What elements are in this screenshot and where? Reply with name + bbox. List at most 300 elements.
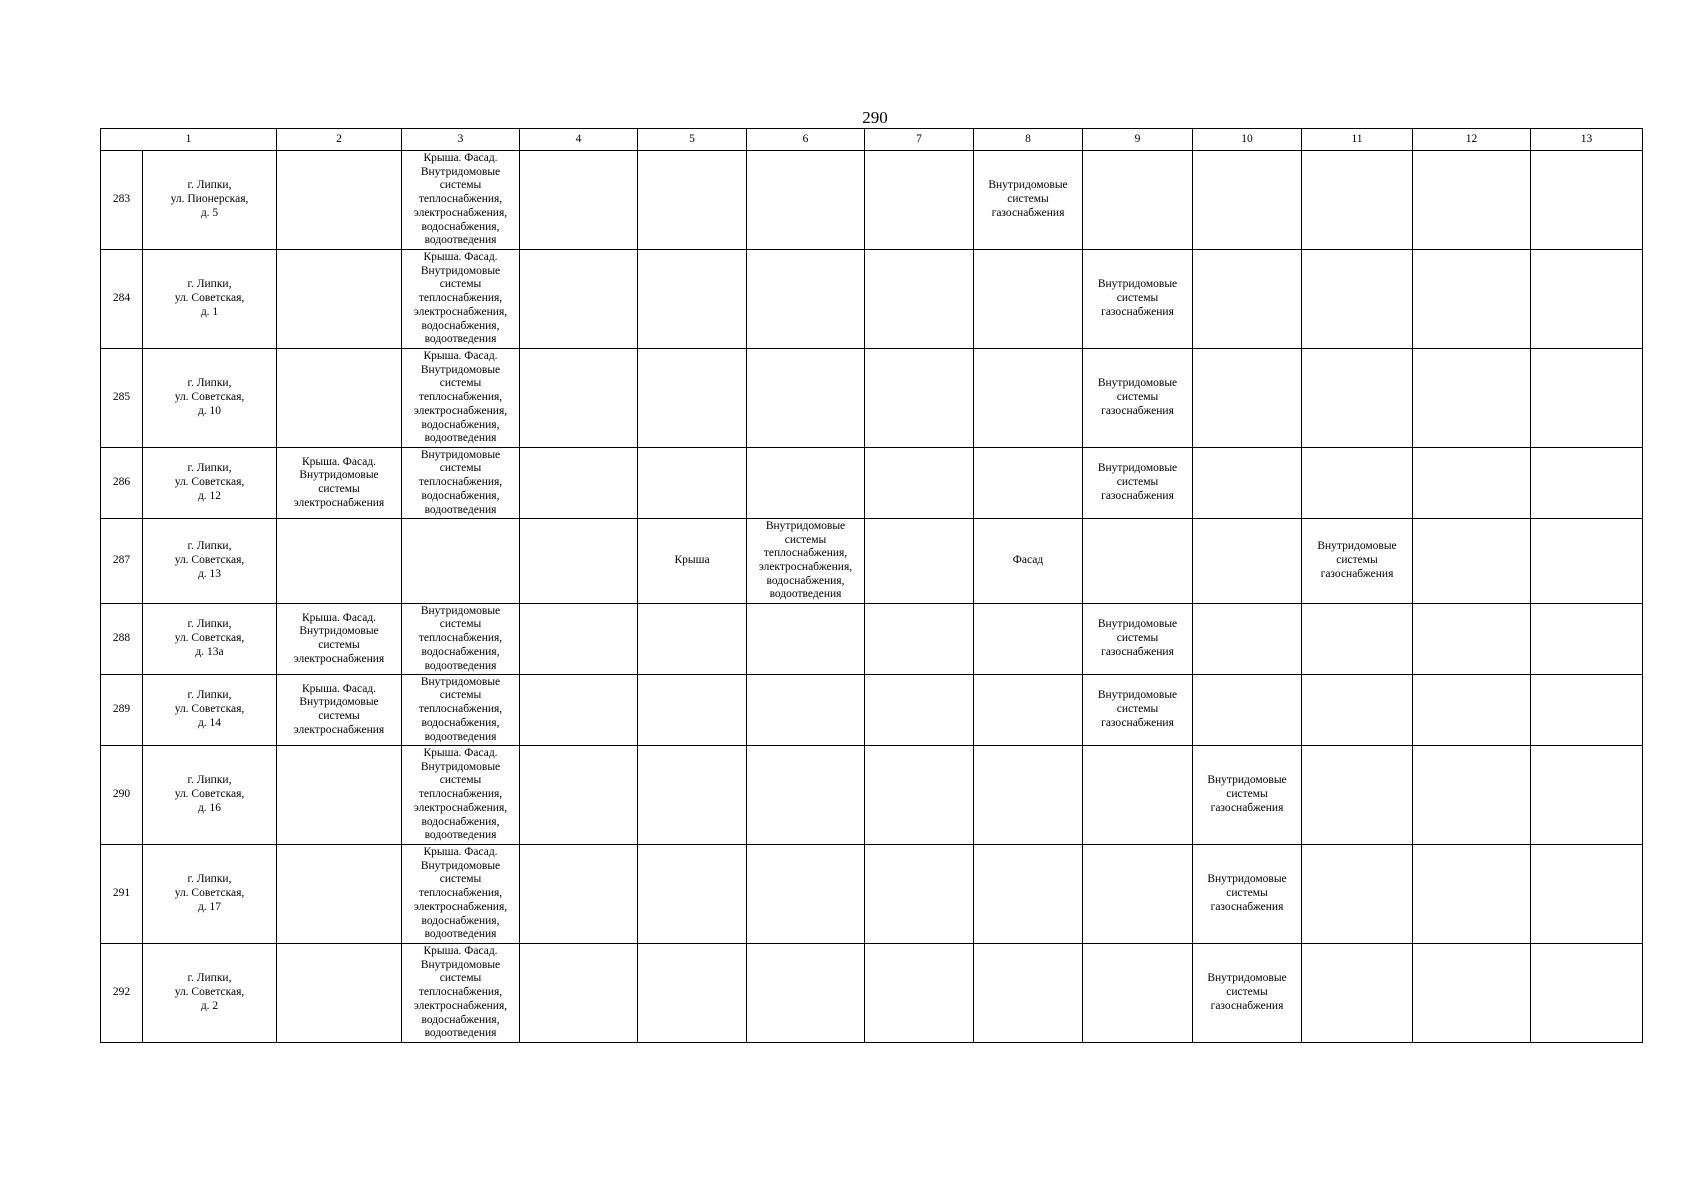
column-header-11: 11 [1302, 129, 1413, 151]
address-cell [143, 349, 277, 448]
work-cell-col-10 [1193, 944, 1302, 1043]
work-cell-col-7 [865, 448, 974, 519]
work-cell-col-13 [1531, 604, 1643, 675]
work-cell-col-12 [1413, 944, 1531, 1043]
address-line: г. Липки, [187, 377, 232, 390]
row-number: 290 [101, 746, 143, 845]
work-cell-col-4 [520, 746, 638, 845]
work-text-line: водоснабжения, [421, 319, 500, 332]
work-text-line: водоотведения [424, 1027, 497, 1040]
work-cell-col-9 [1083, 448, 1193, 519]
work-cell-col-11 [1302, 349, 1413, 448]
repair-schedule-table [100, 128, 1643, 1043]
work-cell-col-2 [277, 448, 402, 519]
work-cell-col-11 [1302, 151, 1413, 250]
address-line: ул. Советская, [174, 554, 245, 567]
work-cell-col-2 [277, 604, 402, 675]
address-cell [143, 448, 277, 519]
work-text-line: Внутридомовые [420, 675, 501, 688]
work-cell-col-13 [1531, 151, 1643, 250]
work-cell-col-9 [1083, 944, 1193, 1043]
work-text-line: системы [439, 278, 482, 291]
work-text-line: водоотведения [424, 730, 497, 743]
work-cell-col-9 [1083, 604, 1193, 675]
work-text-line: электроснабжения [293, 723, 385, 736]
work-text-line: системы [1226, 887, 1268, 900]
work-cell-col-6 [747, 448, 865, 519]
address-line: ул. Советская, [174, 986, 245, 999]
work-cell-col-2 [277, 151, 402, 250]
address-line: д. 13 [197, 567, 222, 580]
work-cell-col-13 [1531, 746, 1643, 845]
work-text-line: Внутридомовые [1207, 774, 1287, 787]
work-text-line: водоотведения [424, 659, 497, 672]
work-cell-col-4 [520, 151, 638, 250]
work-text-line: электроснабжения, [413, 305, 508, 318]
work-text-line: водоотведения [424, 503, 497, 516]
address-line: ул. Советская, [174, 391, 245, 404]
work-cell-col-12 [1413, 349, 1531, 448]
work-cell-col-10 [1193, 349, 1302, 448]
work-text-line: Внутридомовые [299, 696, 379, 709]
work-text-line: Внутридомовые [420, 448, 501, 461]
work-text-line: теплоснабжения, [418, 391, 503, 404]
work-text-line: системы [439, 179, 482, 192]
work-text-line: электроснабжения, [413, 404, 508, 417]
row-number: 291 [101, 845, 143, 944]
work-text-line: системы [1116, 703, 1159, 716]
work-cell-col-4 [520, 349, 638, 448]
work-text-line: водоотведения [769, 588, 842, 601]
work-cell-col-13 [1531, 448, 1643, 519]
work-cell-col-5 [638, 845, 747, 944]
work-text-line: системы [439, 873, 482, 886]
work-text-line: системы [439, 377, 482, 390]
work-text-line: электроснабжения, [413, 206, 508, 219]
work-text-line: Внутридомовые [1207, 972, 1287, 985]
work-cell-col-9 [1083, 250, 1193, 349]
work-text-line: Внутридомовые [1207, 873, 1287, 886]
work-cell-col-10 [1193, 845, 1302, 944]
address-cell [143, 519, 277, 604]
work-text-line: Крыша. Фасад. [423, 747, 498, 760]
work-text-line: водоотведения [424, 234, 497, 247]
address-line: д. 16 [197, 801, 222, 814]
work-cell-col-6 [747, 944, 865, 1043]
work-text-line: системы [439, 618, 482, 631]
work-cell-col-11 [1302, 944, 1413, 1043]
work-cell-col-4 [520, 675, 638, 746]
work-cell-col-3 [402, 845, 520, 944]
column-header-4: 4 [520, 129, 638, 151]
table-row [101, 675, 1643, 746]
table-row [101, 151, 1643, 250]
work-cell-col-2 [277, 519, 402, 604]
work-cell-col-9 [1083, 746, 1193, 845]
work-cell-col-4 [520, 845, 638, 944]
table-row [101, 746, 1643, 845]
address-line: г. Липки, [187, 278, 232, 291]
work-text-line: электроснабжения, [758, 561, 853, 573]
address-cell [143, 250, 277, 349]
work-text-line: Внутридомовые [1317, 540, 1397, 553]
address-line: д. 17 [197, 900, 222, 913]
work-cell-col-13 [1531, 845, 1643, 944]
work-text-line: Внутридомовые [1097, 618, 1178, 631]
column-header-9: 9 [1083, 129, 1193, 151]
address-line: д. 13а [195, 645, 224, 658]
work-text-line: Крыша. Фасад. [423, 152, 498, 165]
table-row [101, 604, 1643, 675]
work-text-line: системы [439, 689, 482, 702]
work-text-line: электроснабжения, [413, 999, 508, 1012]
work-cell-col-8 [974, 944, 1083, 1043]
work-cell-col-3 [402, 519, 520, 604]
work-text-line: Внутридомовые [420, 264, 501, 277]
work-text-line: теплоснабжения, [418, 986, 503, 999]
work-cell-col-13 [1531, 944, 1643, 1043]
work-text-line: системы [439, 972, 482, 985]
column-header-8: 8 [974, 129, 1083, 151]
work-cell-col-3 [402, 151, 520, 250]
work-cell-col-4 [520, 604, 638, 675]
work-cell-col-7 [865, 250, 974, 349]
address-line: г. Липки, [187, 689, 232, 702]
work-cell-col-10 [1193, 604, 1302, 675]
work-cell-col-5 [638, 944, 747, 1043]
work-text-line: водоснабжения, [421, 220, 500, 233]
work-cell-col-10 [1193, 519, 1302, 604]
work-text-line: электроснабжения [293, 652, 385, 665]
work-text-line: электроснабжения [293, 496, 385, 509]
work-cell-col-13 [1531, 349, 1643, 448]
address-line: г. Липки, [187, 462, 232, 475]
work-text-line: газоснабжения [1210, 801, 1284, 814]
work-text-line: теплоснабжения, [418, 632, 503, 645]
address-line: г. Липки, [187, 774, 232, 787]
address-line: ул. Советская, [174, 476, 245, 489]
work-cell-col-4 [520, 250, 638, 349]
work-text-line: водоотведения [424, 432, 497, 445]
work-cell-col-8 [974, 604, 1083, 675]
column-header-2: 2 [277, 129, 402, 151]
work-cell-col-5 [638, 519, 747, 604]
work-cell-col-2 [277, 675, 402, 746]
work-cell-col-3 [402, 250, 520, 349]
work-text-line: Внутридомовые [420, 859, 501, 872]
table-header [101, 129, 1643, 151]
work-cell-col-2 [277, 845, 402, 944]
work-cell-col-8 [974, 448, 1083, 519]
table-row [101, 944, 1643, 1043]
work-cell-col-7 [865, 746, 974, 845]
address-line: д. 1 [200, 305, 219, 318]
work-text-line: водоотведения [424, 829, 497, 842]
table-row [101, 250, 1643, 349]
address-cell [143, 604, 277, 675]
work-cell-col-4 [520, 944, 638, 1043]
address-line: г. Липки, [187, 179, 232, 192]
work-cell-col-8 [974, 151, 1083, 250]
work-text-line: Внутридомовые [765, 519, 846, 532]
address-line: д. 14 [197, 716, 222, 729]
work-cell-col-6 [747, 250, 865, 349]
work-cell-col-13 [1531, 519, 1643, 604]
work-cell-col-8 [974, 250, 1083, 349]
work-text-line: Внутридомовые [1097, 377, 1178, 390]
work-text-line: водоснабжения, [421, 716, 500, 729]
work-cell-col-12 [1413, 448, 1531, 519]
column-header-5: 5 [638, 129, 747, 151]
work-cell-col-7 [865, 604, 974, 675]
work-cell-col-12 [1413, 604, 1531, 675]
work-cell-col-11 [1302, 746, 1413, 845]
work-cell-col-6 [747, 845, 865, 944]
work-cell-col-4 [520, 448, 638, 519]
work-text-line: Внутридомовые [299, 469, 379, 482]
address-cell [143, 746, 277, 845]
work-text-line: газоснабжения [1101, 404, 1174, 417]
row-number: 283 [101, 151, 143, 250]
column-header-7: 7 [865, 129, 974, 151]
row-number: 284 [101, 250, 143, 349]
page-number: 290 [862, 108, 888, 127]
work-cell-col-2 [277, 349, 402, 448]
work-cell-col-12 [1413, 151, 1531, 250]
address-line: ул. Советская, [174, 887, 245, 900]
work-cell-col-5 [638, 151, 747, 250]
work-cell-col-5 [638, 349, 747, 448]
work-text-line: Внутридомовые [299, 625, 379, 638]
work-cell-col-7 [865, 845, 974, 944]
work-cell-col-11 [1302, 845, 1413, 944]
work-cell-col-6 [747, 604, 865, 675]
row-number: 288 [101, 604, 143, 675]
work-text-line: Крыша. Фасад. [423, 846, 498, 859]
row-number: 285 [101, 349, 143, 448]
work-cell-col-13 [1531, 250, 1643, 349]
work-cell-col-11 [1302, 448, 1413, 519]
address-line: ул. Советская, [174, 292, 245, 305]
work-text-line: газоснабжения [1101, 489, 1174, 502]
address-cell [143, 675, 277, 746]
work-text-line: электроснабжения, [413, 900, 508, 913]
work-cell-col-3 [402, 675, 520, 746]
work-text-line: газоснабжения [1210, 900, 1284, 913]
address-line: ул. Советская, [174, 788, 245, 801]
work-cell-col-11 [1302, 675, 1413, 746]
address-cell [143, 151, 277, 250]
work-text-line: водоотведения [424, 333, 497, 346]
work-text-line: водоснабжения, [421, 914, 500, 927]
header-row [101, 129, 1643, 151]
work-cell-col-5 [638, 448, 747, 519]
work-cell-col-8 [974, 349, 1083, 448]
table-row [101, 349, 1643, 448]
work-text-line: водоснабжения, [421, 418, 500, 431]
table-row [101, 448, 1643, 519]
work-cell-col-9 [1083, 349, 1193, 448]
work-cell-col-13 [1531, 675, 1643, 746]
work-text-line: системы [1007, 193, 1049, 206]
work-text-line: водоснабжения, [421, 815, 500, 828]
work-cell-col-3 [402, 604, 520, 675]
work-text-line: Крыша. Фасад. [301, 682, 377, 695]
work-cell-col-3 [402, 349, 520, 448]
work-cell-col-2 [277, 250, 402, 349]
work-cell-col-10 [1193, 746, 1302, 845]
work-cell-col-11 [1302, 604, 1413, 675]
work-text-line: системы [1116, 632, 1159, 645]
work-text-line: водоснабжения, [421, 1013, 500, 1026]
row-number: 287 [101, 519, 143, 604]
work-cell-col-6 [747, 349, 865, 448]
work-text-line: теплоснабжения, [418, 703, 503, 716]
column-header-6: 6 [747, 129, 865, 151]
row-number: 286 [101, 448, 143, 519]
table-body [101, 151, 1643, 1043]
column-header-1: 1 [101, 129, 277, 151]
address-line: д. 12 [197, 489, 222, 502]
work-cell-col-3 [402, 448, 520, 519]
work-cell-col-7 [865, 675, 974, 746]
work-text-line: системы [439, 774, 482, 787]
work-text-line: Крыша. Фасад. [301, 611, 377, 624]
address-line: ул. Пионерская, [170, 193, 249, 206]
work-cell-col-6 [747, 675, 865, 746]
work-text-line: системы [318, 639, 360, 651]
work-cell-col-5 [638, 250, 747, 349]
work-cell-col-7 [865, 944, 974, 1043]
address-line: г. Липки, [187, 972, 232, 985]
row-number: 289 [101, 675, 143, 746]
work-cell-col-9 [1083, 675, 1193, 746]
work-text-line: водоснабжения, [766, 574, 845, 587]
address-line: г. Липки, [187, 540, 232, 553]
work-cell-col-2 [277, 944, 402, 1043]
work-text-line: Внутридомовые [988, 179, 1068, 192]
work-cell-col-11 [1302, 250, 1413, 349]
work-text-line: системы [784, 533, 827, 546]
work-text-line: Крыша. Фасад. [423, 350, 498, 363]
column-header-10: 10 [1193, 129, 1302, 151]
work-text-line: системы [1226, 986, 1268, 999]
address-cell [143, 845, 277, 944]
work-cell-col-6 [747, 746, 865, 845]
work-cell-col-7 [865, 519, 974, 604]
address-cell [143, 944, 277, 1043]
work-cell-col-12 [1413, 250, 1531, 349]
work-cell-col-11 [1302, 519, 1413, 604]
work-text-line: Крыша. Фасад. [301, 455, 377, 468]
work-cell-col-8 [974, 675, 1083, 746]
table-row [101, 519, 1643, 604]
work-text-line: Крыша. Фасад. [423, 945, 498, 958]
work-cell-col-12 [1413, 675, 1531, 746]
work-text-line: системы [439, 462, 482, 475]
address-line: г. Липки, [187, 873, 232, 886]
work-text-line: Внутридомовые [420, 760, 501, 773]
work-text-line: теплоснабжения, [418, 292, 503, 305]
work-cell-col-8 [974, 845, 1083, 944]
address-line: д. 5 [200, 206, 219, 219]
work-text-line: теплоснабжения, [418, 887, 503, 900]
row-number: 292 [101, 944, 143, 1043]
work-cell-col-2 [277, 746, 402, 845]
work-cell-col-8 [974, 746, 1083, 845]
work-text-line: Крыша [674, 554, 710, 567]
work-text-line: системы [1226, 788, 1268, 801]
work-cell-col-5 [638, 746, 747, 845]
work-text-line: водоснабжения, [421, 645, 500, 658]
work-text-line: водоснабжения, [421, 489, 500, 502]
work-text-line: газоснабжения [1320, 567, 1394, 580]
work-text-line: Внутридомовые [420, 604, 501, 617]
work-text-line: Фасад [1012, 554, 1044, 567]
table-row [101, 845, 1643, 944]
column-header-13: 13 [1531, 129, 1643, 151]
work-text-line: системы [1116, 391, 1159, 404]
work-cell-col-9 [1083, 519, 1193, 604]
work-text-line: системы [1116, 292, 1159, 305]
work-text-line: теплоснабжения, [763, 547, 848, 560]
work-text-line: газоснабжения [1101, 716, 1174, 729]
work-cell-col-12 [1413, 746, 1531, 845]
work-cell-col-8 [974, 519, 1083, 604]
work-cell-col-6 [747, 519, 865, 604]
work-text-line: газоснабжения [1101, 645, 1174, 658]
work-text-line: Внутридомовые [1097, 689, 1178, 702]
work-text-line: системы [318, 483, 360, 495]
work-text-line: газоснабжения [1210, 999, 1284, 1012]
work-text-line: электроснабжения, [413, 801, 508, 814]
work-cell-col-5 [638, 604, 747, 675]
work-cell-col-7 [865, 349, 974, 448]
work-cell-col-10 [1193, 151, 1302, 250]
work-cell-col-6 [747, 151, 865, 250]
work-text-line: Внутридомовые [1097, 278, 1178, 291]
work-text-line: Внутридомовые [420, 958, 501, 971]
work-cell-col-5 [638, 675, 747, 746]
address-line: д. 2 [200, 999, 219, 1012]
work-text-line: системы [318, 710, 360, 722]
work-cell-col-4 [520, 519, 638, 604]
work-text-line: Внутридомовые [420, 363, 501, 376]
work-text-line: теплоснабжения, [418, 788, 503, 801]
work-text-line: теплоснабжения, [418, 193, 503, 206]
address-line: ул. Советская, [174, 632, 245, 645]
work-text-line: Внутридомовые [1097, 462, 1178, 475]
work-text-line: газоснабжения [1101, 305, 1174, 318]
work-cell-col-10 [1193, 448, 1302, 519]
column-header-3: 3 [402, 129, 520, 151]
address-line: ул. Советская, [174, 703, 245, 716]
work-text-line: Внутридомовые [420, 165, 501, 178]
work-cell-col-12 [1413, 519, 1531, 604]
work-text-line: Крыша. Фасад. [423, 251, 498, 264]
work-cell-col-3 [402, 746, 520, 845]
work-text-line: теплоснабжения, [418, 476, 503, 489]
work-cell-col-12 [1413, 845, 1531, 944]
work-cell-col-7 [865, 151, 974, 250]
work-cell-col-9 [1083, 151, 1193, 250]
work-cell-col-9 [1083, 845, 1193, 944]
address-line: д. 10 [197, 404, 222, 417]
column-header-12: 12 [1413, 129, 1531, 151]
work-cell-col-3 [402, 944, 520, 1043]
work-cell-col-10 [1193, 250, 1302, 349]
work-text-line: системы [1336, 554, 1378, 567]
